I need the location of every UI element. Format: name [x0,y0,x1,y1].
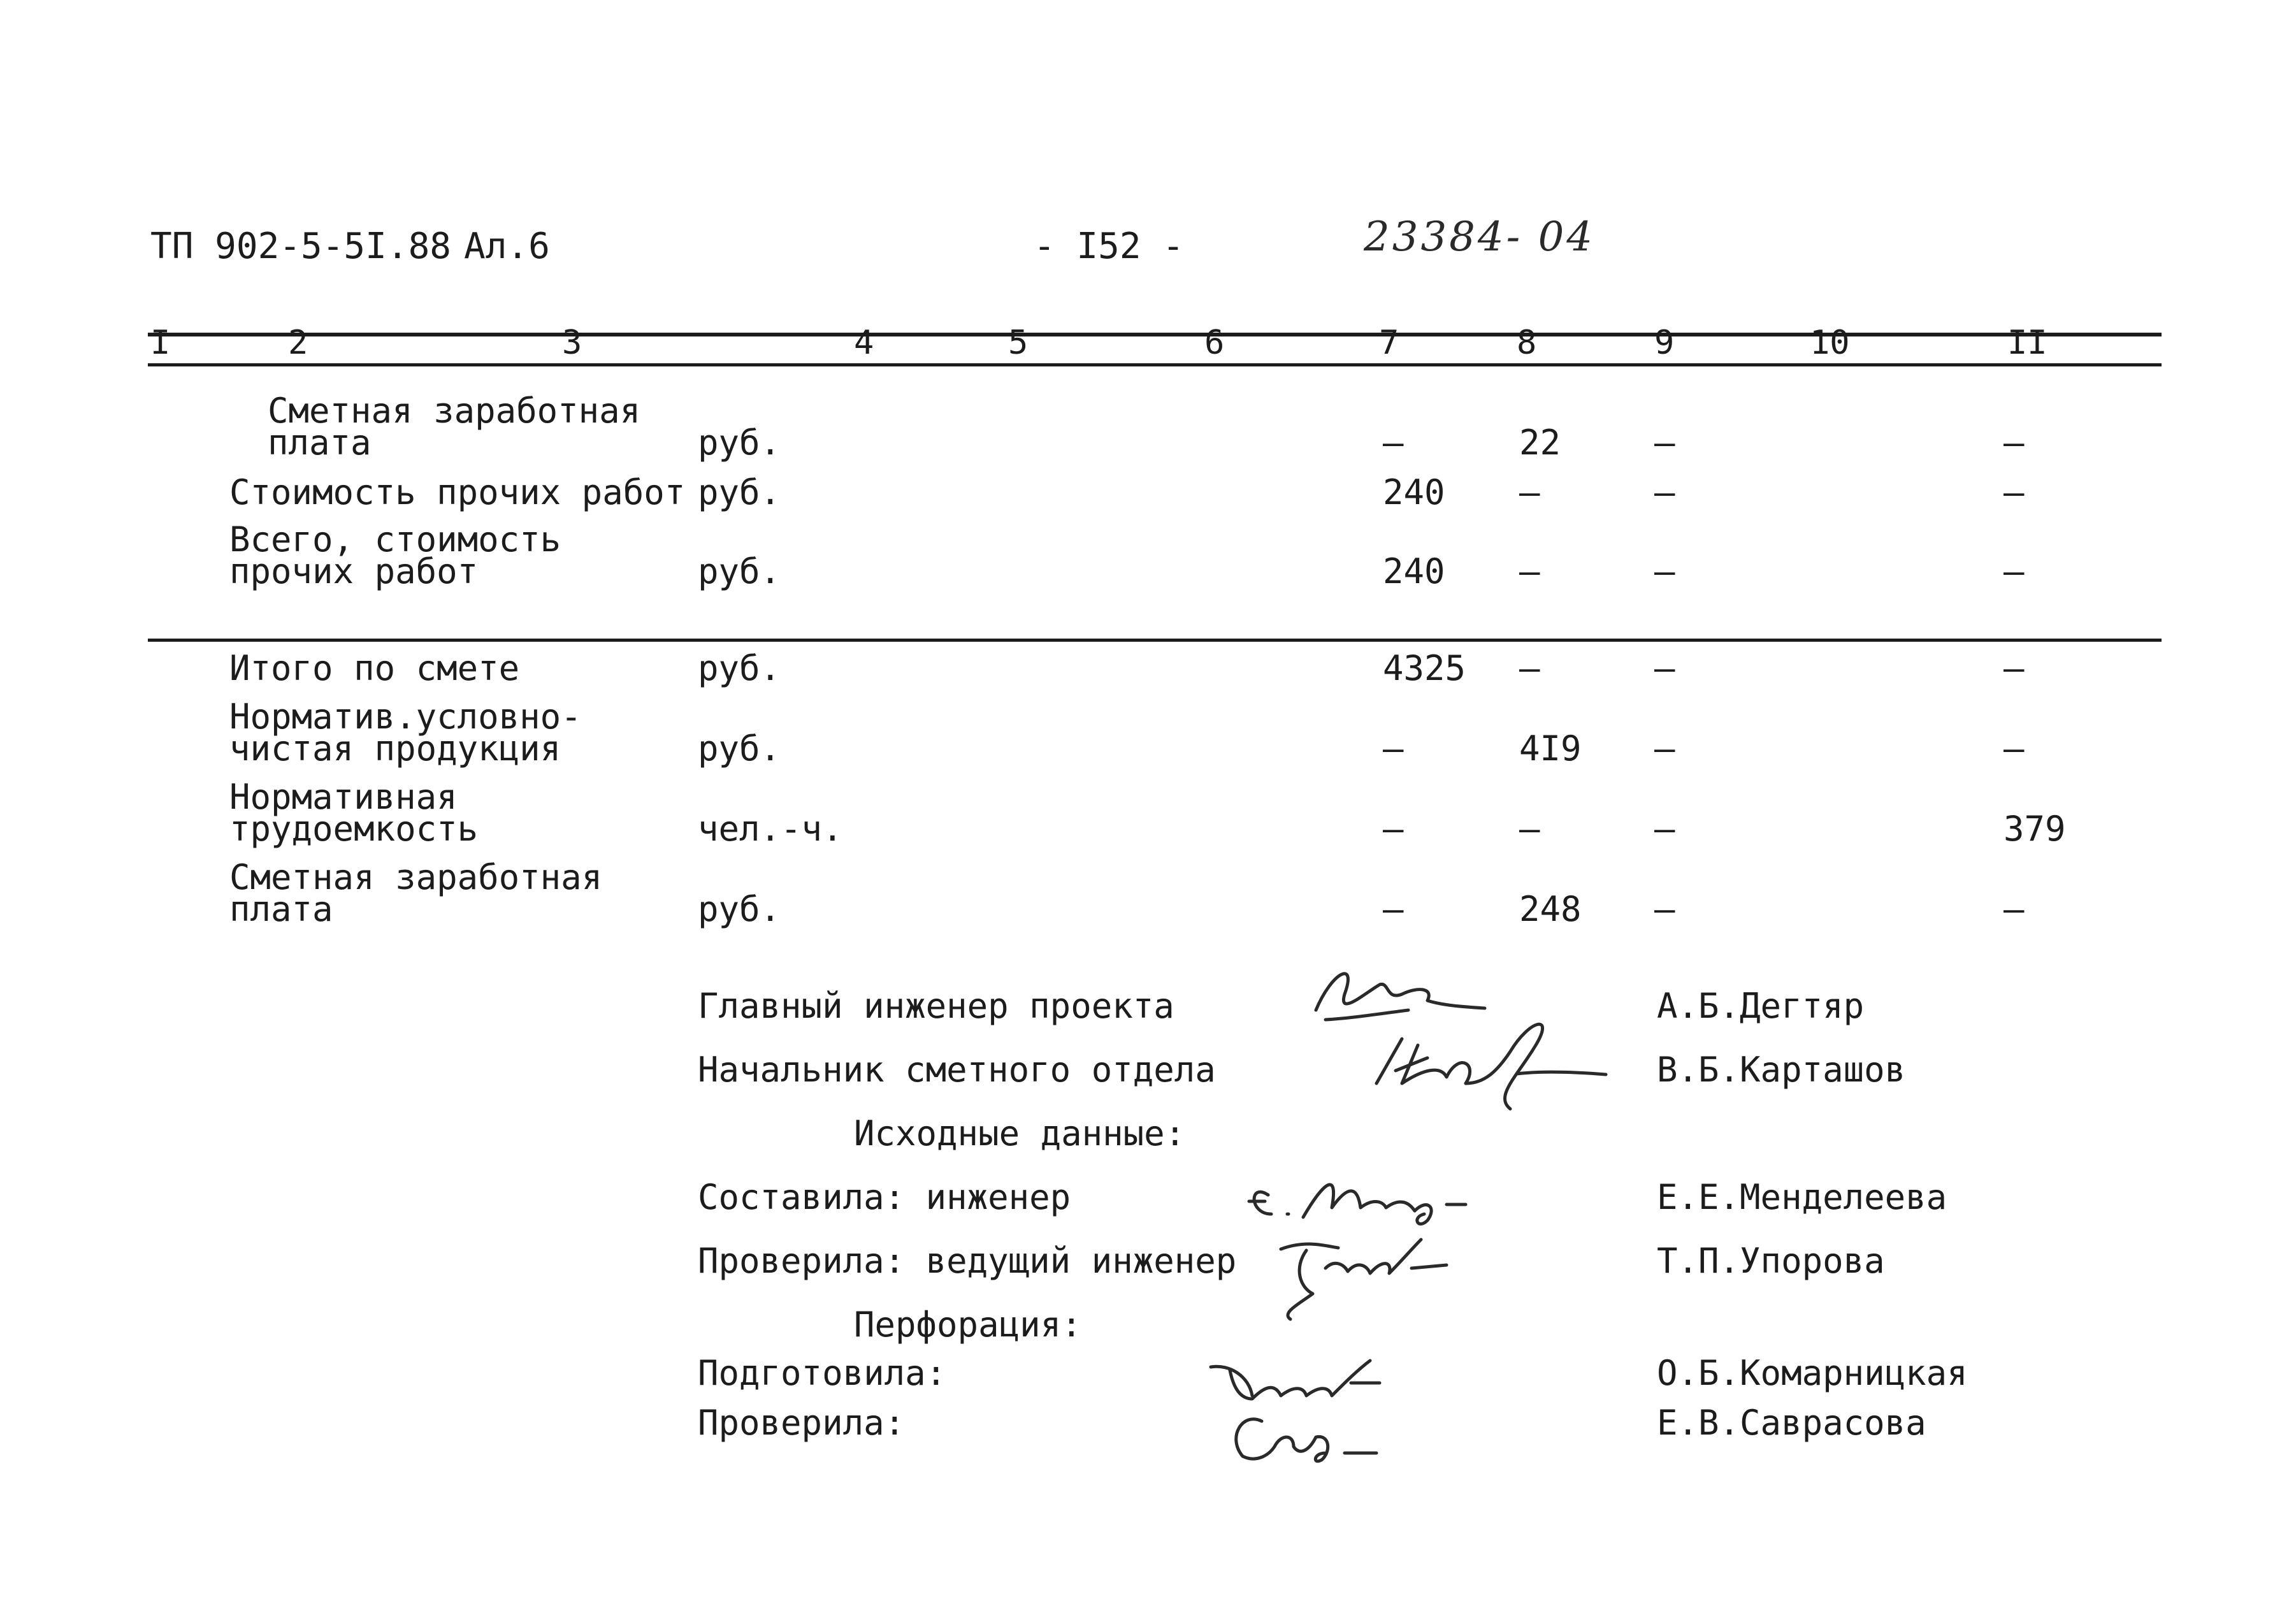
checked-by-name: Т.П.Упорова [1657,1241,1885,1281]
column-number: 6 [1204,324,1225,362]
value-col8: – [1519,809,1540,849]
row-label: Всего, стоимость [229,519,561,560]
column-number: 5 [1008,324,1029,362]
unit-cell: руб. [698,472,781,512]
column-number: 3 [562,324,582,362]
signature-savrasova [1236,1419,1376,1461]
value-col9: – [1654,472,1675,512]
value-col9: – [1654,551,1675,591]
document-code: ТП 902-5-5I.88 [150,226,452,267]
value-col11: – [2004,423,2025,463]
value-col8: – [1519,648,1540,688]
row-label: чистая продукция [229,728,561,769]
value-col11: – [2004,728,2025,769]
value-col11: – [2004,648,2025,688]
value-col8: 4I9 [1519,728,1582,769]
value-col8: – [1519,551,1540,591]
column-number: 8 [1517,324,1537,362]
value-col7: 240 [1383,472,1445,512]
chief-engineer-label: Главный инженер проекта [698,986,1174,1026]
signature-mendeleeva [1249,1185,1466,1224]
value-col9: – [1654,423,1675,463]
row-label: прочих работ [229,551,479,591]
row-label: Нормативная [229,777,458,817]
estimate-head-name: В.Б.Карташов [1657,1050,1906,1090]
prepared-by-name: О.Б.Комарницкая [1657,1353,1968,1393]
value-col7: – [1383,728,1404,769]
column-number: I [150,324,171,362]
row-label: Норматив.условно- [229,697,582,737]
chief-engineer-name: А.Б.Дегтяр [1657,986,1865,1026]
perforation-heading: Перфорация: [854,1305,1082,1345]
signature-kartashov [1376,1024,1606,1109]
value-col8: 248 [1519,889,1582,929]
row-label: Стоимость прочих работ [229,472,686,512]
row-label: Сметная заработная [229,857,603,897]
estimate-head-label: Начальник сметного отдела [698,1050,1216,1090]
column-number: 9 [1654,324,1675,362]
value-col11: – [2004,472,2025,512]
album-number: Ал.6 [464,226,550,267]
prepared-by-label: Подготовила: [698,1353,947,1393]
compiled-by-name: Е.Е.Менделеева [1657,1177,1947,1217]
value-col7: – [1383,889,1404,929]
value-col9: – [1654,648,1675,688]
unit-cell: руб. [698,551,781,591]
compiled-by-label: Составила: инженер [698,1177,1071,1217]
signature-degtyar [1316,974,1485,1020]
row-label: Итого по смете [229,648,520,688]
perforation-checked-label: Проверила: [698,1403,906,1443]
unit-cell: руб. [698,728,781,769]
value-col9: – [1654,728,1675,769]
value-col9: – [1654,889,1675,929]
unit-cell: руб. [698,423,781,463]
row-label: плата [268,423,372,463]
value-col7: – [1383,423,1404,463]
signature-komarnitskaya [1211,1361,1380,1399]
column-number: II [2007,324,2047,362]
signature-uporova [1281,1240,1447,1319]
handwritten-inventory-number: 23384- 04 [1364,213,1595,261]
value-col7: 240 [1383,551,1445,591]
column-number: 4 [854,324,874,362]
row-label: трудоемкость [229,809,479,849]
unit-cell: руб. [698,889,781,929]
value-col8: – [1519,472,1540,512]
page-number: - I52 - [1034,226,1185,267]
row-label: Сметная заработная [268,391,641,431]
checked-by-label: Проверила: ведущий инженер [698,1241,1237,1281]
value-col11: – [2004,889,2025,929]
value-col8: 22 [1519,423,1561,463]
column-number: 10 [1810,324,1850,362]
column-number: 2 [288,324,308,362]
source-data-heading: Исходные данные: [854,1113,1186,1154]
value-col11: – [2004,551,2025,591]
value-col7: – [1383,809,1404,849]
unit-cell: руб. [698,648,781,688]
value-col7: 4325 [1383,648,1466,688]
perforation-checked-name: Е.В.Саврасова [1657,1403,1926,1443]
value-col11: 379 [2004,809,2066,849]
value-col9: – [1654,809,1675,849]
unit-cell: чел.-ч. [698,809,843,849]
row-label: плата [229,889,333,929]
column-number: 7 [1379,324,1399,362]
